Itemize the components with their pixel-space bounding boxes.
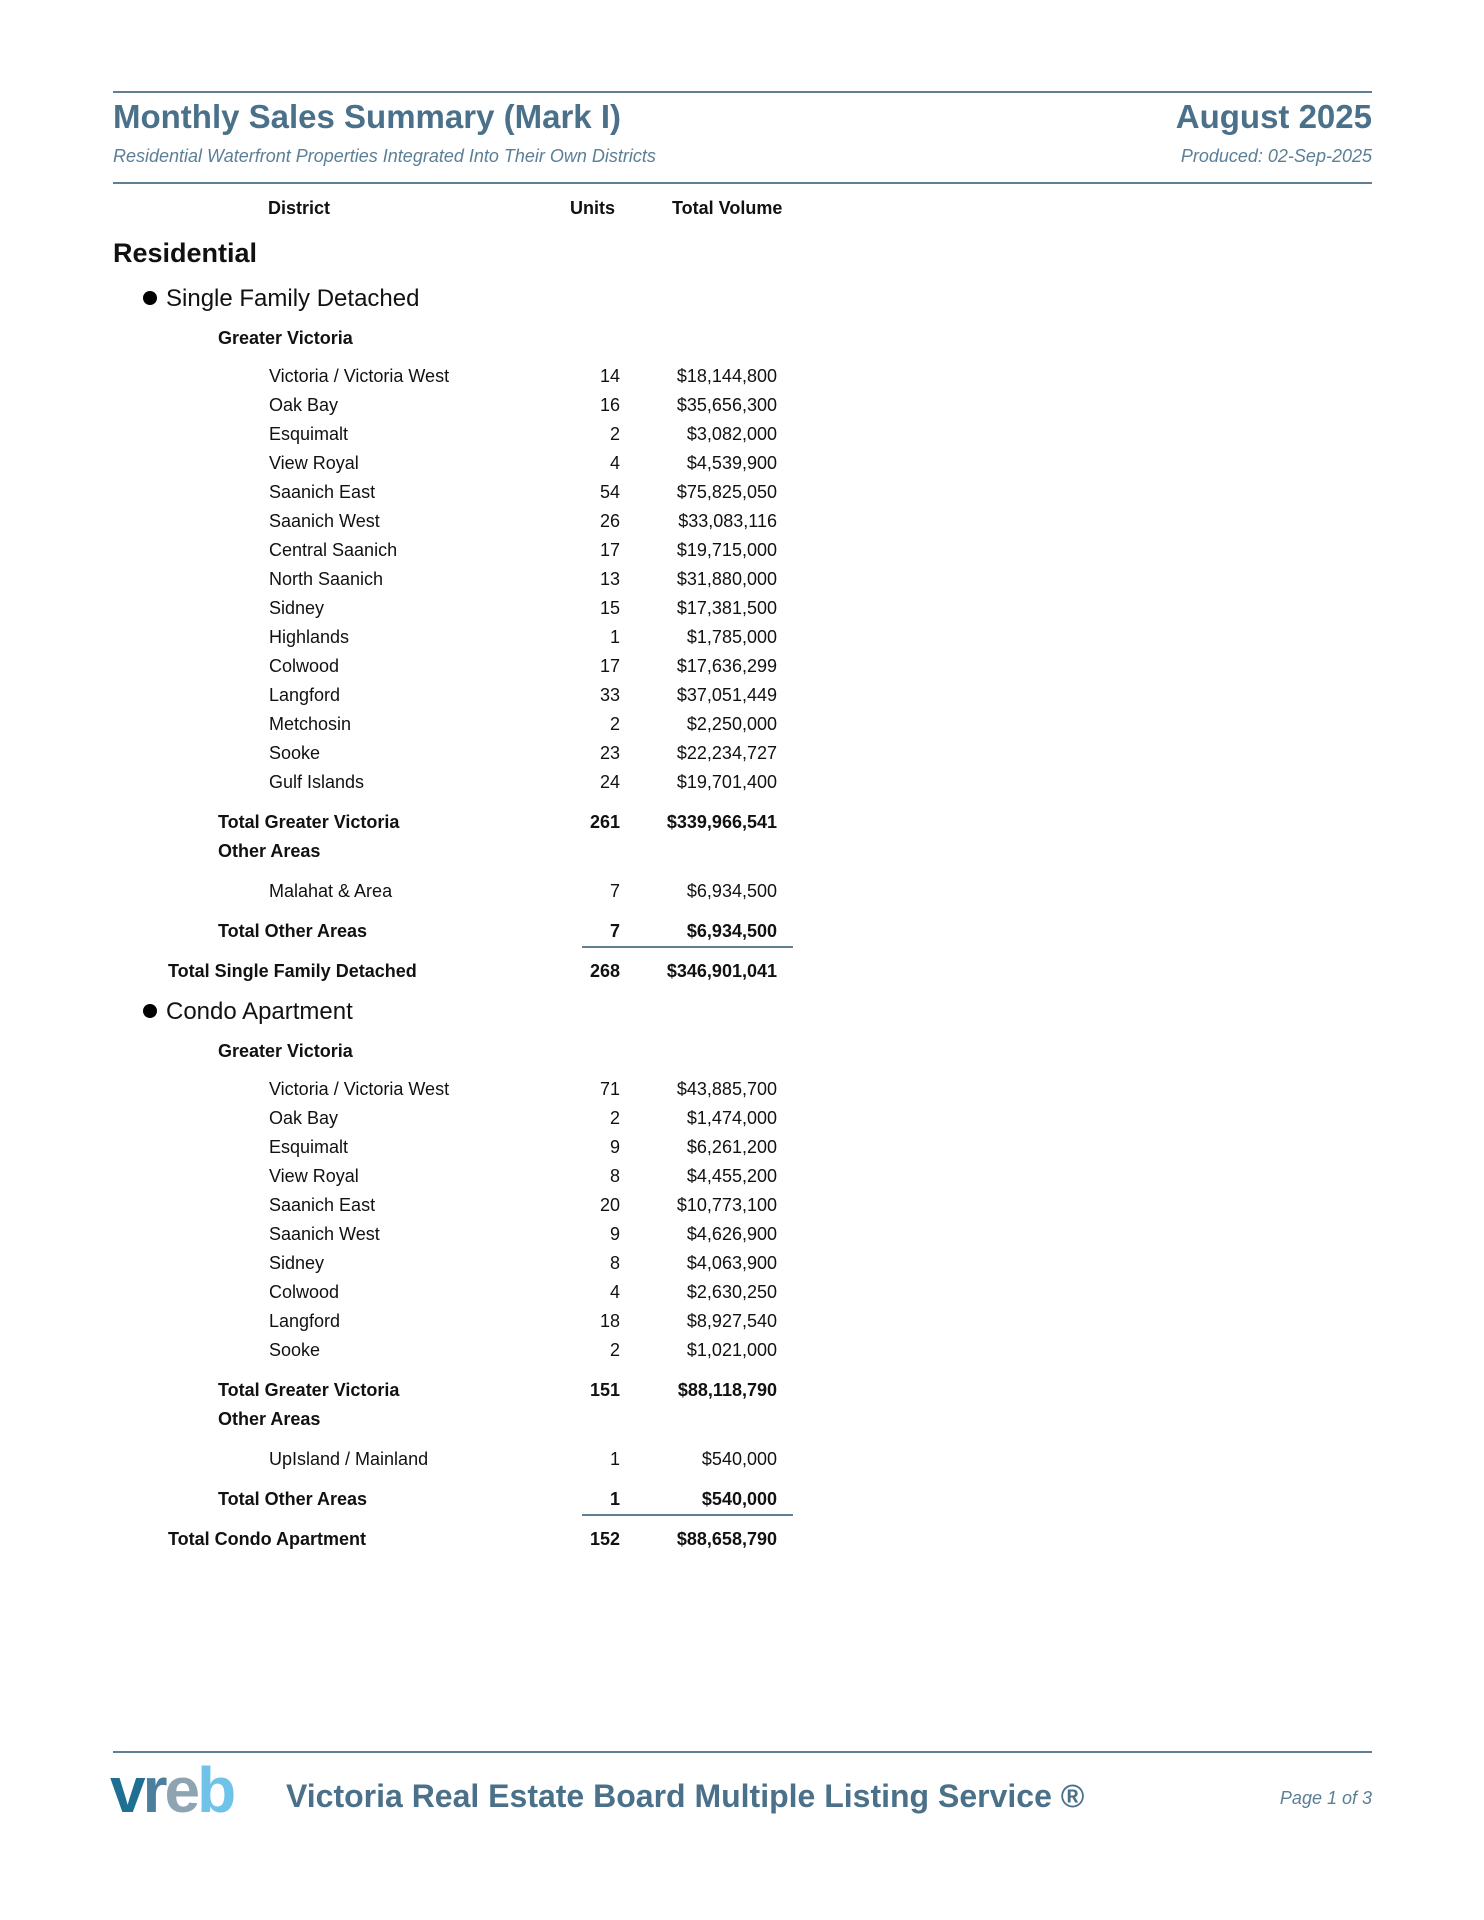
- bullet-icon: [143, 291, 157, 305]
- volume-value: $88,658,790: [676, 1529, 777, 1549]
- area-group-other-areas: [218, 1406, 320, 1432]
- table-row: [0, 1134, 800, 1160]
- district-name: Total Other Areas: [218, 1489, 368, 1509]
- volume-value: $4,539,900: [686, 453, 777, 473]
- volume-value: $75,825,050: [676, 482, 777, 502]
- volume-value: $4,626,900: [686, 1224, 777, 1244]
- logo-letter-v: v: [110, 1754, 143, 1826]
- subtotal-row-greater-victoria: [0, 1377, 800, 1403]
- district-name: Victoria / Victoria West: [269, 1079, 450, 1099]
- units-value: 2: [609, 1108, 620, 1128]
- volume-value: $1,785,000: [686, 627, 777, 647]
- district-name: Victoria / Victoria West: [269, 366, 450, 386]
- volume-value: $1,474,000: [686, 1108, 777, 1128]
- report-month: August 2025: [1175, 98, 1372, 135]
- district-name: Sooke: [269, 1340, 321, 1360]
- produced-date: Produced: 02-Sep-2025: [1180, 146, 1372, 166]
- subtotal-rule: [582, 946, 793, 948]
- page-number: Page 1 of 3: [1279, 1788, 1372, 1808]
- district-name: Esquimalt: [269, 424, 349, 444]
- district-name: Esquimalt: [269, 1137, 349, 1157]
- volume-value: $35,656,300: [676, 395, 777, 415]
- property-type-heading: [143, 998, 353, 1026]
- units-value: 4: [609, 1282, 620, 1302]
- district-name: Gulf Islands: [269, 772, 365, 792]
- table-row: [0, 1279, 800, 1305]
- district-name: Saanich East: [269, 482, 376, 502]
- units-value: 54: [599, 482, 620, 502]
- units-value: 2: [609, 424, 620, 444]
- table-row: [0, 392, 800, 418]
- footer-rule: [113, 1751, 1372, 1753]
- volume-value: $88,118,790: [677, 1380, 777, 1400]
- units-value: 268: [589, 961, 620, 981]
- volume-value: $17,381,500: [676, 598, 777, 618]
- units-value: 16: [599, 395, 620, 415]
- volume-value: $17,636,299: [676, 656, 777, 676]
- table-row: [0, 363, 800, 389]
- units-value: 9: [609, 1224, 620, 1244]
- district-name: Saanich East: [269, 1195, 376, 1215]
- volume-value: $43,885,700: [676, 1079, 777, 1099]
- district-name: Metchosin: [269, 714, 352, 734]
- footer-org-name: Victoria Real Estate Board Multiple Listing Service ®: [286, 1778, 1085, 1814]
- units-value: 8: [609, 1166, 620, 1186]
- table-row: [0, 421, 800, 447]
- volume-value: $2,250,000: [686, 714, 777, 734]
- total-row-property-type: [0, 1526, 800, 1552]
- volume-value: $19,715,000: [676, 540, 777, 560]
- district-name: UpIsland / Mainland: [269, 1449, 429, 1469]
- units-value: 24: [599, 772, 620, 792]
- header-top-rule: [113, 91, 1372, 93]
- area-group-other-areas-text: Other Areas: [218, 1409, 321, 1429]
- volume-value: $6,934,500: [686, 921, 777, 941]
- table-row: [0, 769, 800, 795]
- district-name: Oak Bay: [269, 1108, 339, 1128]
- logo-letter-r: r: [142, 1754, 165, 1826]
- table-row: [0, 1076, 800, 1102]
- volume-value: $540,000: [701, 1449, 777, 1469]
- volume-value: $6,261,200: [686, 1137, 777, 1157]
- table-row: [0, 740, 800, 766]
- property-type-heading-text: Single Family Detached: [166, 285, 420, 312]
- table-row: [0, 624, 800, 650]
- table-row: [0, 1105, 800, 1131]
- volume-value: $3,082,000: [686, 424, 777, 444]
- units-value: 7: [609, 921, 620, 941]
- table-row: [0, 1221, 800, 1247]
- property-type-heading-text: Condo Apartment: [166, 998, 353, 1025]
- units-value: 261: [589, 812, 620, 832]
- district-name: Sidney: [269, 598, 325, 618]
- report-subtitle: Residential Waterfront Properties Integrated Into Their Own Districts: [113, 146, 656, 166]
- column-header-units: Units: [570, 198, 615, 218]
- units-value: 1: [609, 1489, 620, 1509]
- area-group-greater-victoria-text: Greater Victoria: [218, 1041, 353, 1061]
- table-row: [0, 1192, 800, 1218]
- column-header-volume: Total Volume: [672, 198, 783, 218]
- district-name: Saanich West: [269, 1224, 380, 1244]
- volume-value: $10,773,100: [676, 1195, 777, 1215]
- district-name: View Royal: [269, 453, 359, 473]
- table-row: [0, 1250, 800, 1276]
- subtotal-rule: [582, 1514, 793, 1516]
- units-value: 23: [599, 743, 620, 763]
- area-group-other-areas-text: Other Areas: [218, 841, 321, 861]
- table-row: [0, 1308, 800, 1334]
- units-value: 15: [599, 598, 620, 618]
- table-row: [0, 1337, 800, 1363]
- district-name: Colwood: [269, 656, 340, 676]
- units-value: 17: [599, 656, 620, 676]
- section-title-residential: Residential: [113, 238, 258, 268]
- table-row: [0, 653, 800, 679]
- units-value: 152: [589, 1529, 620, 1549]
- units-value: 20: [599, 1195, 620, 1215]
- units-value: 26: [599, 511, 620, 531]
- volume-value: $37,051,449: [676, 685, 777, 705]
- volume-value: $2,630,250: [686, 1282, 777, 1302]
- district-name: Sooke: [269, 743, 321, 763]
- vreb-logo: [110, 1754, 234, 1826]
- subtotal-row-greater-victoria: [0, 809, 800, 835]
- district-name: Sidney: [269, 1253, 325, 1273]
- subtotal-row-other-areas: [0, 918, 800, 944]
- property-type-heading: [143, 285, 419, 313]
- units-value: 4: [609, 453, 620, 473]
- units-value: 1: [609, 627, 620, 647]
- table-row: [0, 878, 800, 904]
- district-name: Total Condo Apartment: [168, 1529, 366, 1549]
- table-row: [0, 1163, 800, 1189]
- district-name: Colwood: [269, 1282, 340, 1302]
- district-name: Central Saanich: [269, 540, 398, 560]
- district-name: View Royal: [269, 1166, 359, 1186]
- logo-letter-b: b: [197, 1754, 234, 1826]
- column-header-district: District: [268, 198, 331, 218]
- table-row: [0, 711, 800, 737]
- district-name: Langford: [269, 1311, 341, 1331]
- table-row: [0, 450, 800, 476]
- table-row: [0, 479, 800, 505]
- units-value: 13: [599, 569, 620, 589]
- units-value: 7: [609, 881, 620, 901]
- volume-value: $31,880,000: [676, 569, 777, 589]
- volume-value: $1,021,000: [686, 1340, 777, 1360]
- volume-value: $346,901,041: [666, 961, 777, 981]
- area-group-greater-victoria: [218, 1038, 353, 1064]
- volume-value: $22,234,727: [676, 743, 777, 763]
- area-group-greater-victoria: [218, 325, 353, 351]
- units-value: 2: [609, 1340, 620, 1360]
- district-name: Saanich West: [269, 511, 380, 531]
- units-value: 17: [599, 540, 620, 560]
- subtotal-row-other-areas: [0, 1486, 800, 1512]
- table-row: [0, 682, 800, 708]
- district-name: Total Greater Victoria: [218, 1380, 400, 1400]
- volume-value: $339,966,541: [666, 812, 777, 832]
- table-row: [0, 508, 800, 534]
- table-row: [0, 537, 800, 563]
- volume-value: $19,701,400: [676, 772, 777, 792]
- units-value: 71: [599, 1079, 620, 1099]
- volume-value: $33,083,116: [678, 511, 777, 531]
- volume-value: $4,455,200: [686, 1166, 777, 1186]
- volume-value: $540,000: [701, 1489, 777, 1509]
- district-name: Highlands: [269, 627, 350, 647]
- units-value: 151: [589, 1380, 620, 1400]
- district-name: Total Single Family Detached: [168, 961, 417, 981]
- bullet-icon: [143, 1004, 157, 1018]
- total-row-property-type: [0, 958, 800, 984]
- volume-value: $18,144,800: [676, 366, 777, 386]
- area-group-greater-victoria-text: Greater Victoria: [218, 328, 353, 348]
- table-row: [0, 566, 800, 592]
- district-name: Oak Bay: [269, 395, 339, 415]
- district-name: Malahat & Area: [269, 881, 393, 901]
- units-value: 14: [599, 366, 620, 386]
- logo-letter-e: e: [164, 1754, 198, 1826]
- area-group-other-areas: [218, 838, 320, 864]
- table-row: [0, 1446, 800, 1472]
- table-row: [0, 595, 800, 621]
- units-value: 1: [609, 1449, 620, 1469]
- district-name: North Saanich: [269, 569, 384, 589]
- volume-value: $8,927,540: [686, 1311, 777, 1331]
- volume-value: $6,934,500: [686, 881, 777, 901]
- district-name: Total Other Areas: [218, 921, 368, 941]
- units-value: 9: [609, 1137, 620, 1157]
- district-name: Total Greater Victoria: [218, 812, 400, 832]
- report-title: Monthly Sales Summary (Mark I): [113, 98, 621, 135]
- units-value: 33: [599, 685, 620, 705]
- header-bottom-rule: [113, 182, 1372, 184]
- district-name: Langford: [269, 685, 341, 705]
- units-value: 2: [609, 714, 620, 734]
- volume-value: $4,063,900: [686, 1253, 777, 1273]
- units-value: 8: [609, 1253, 620, 1273]
- units-value: 18: [599, 1311, 620, 1331]
